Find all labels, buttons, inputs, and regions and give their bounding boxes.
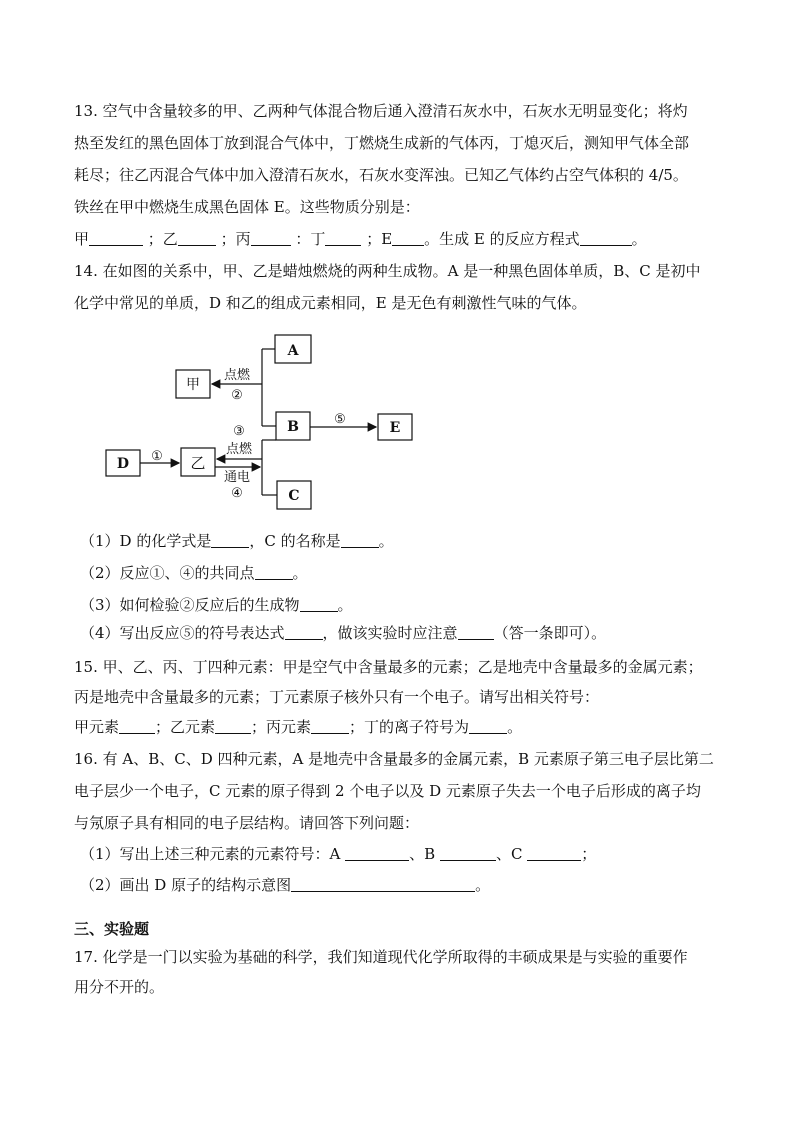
q15-label-bing: ；丙元素: [251, 718, 312, 736]
q14-part-4: [80, 622, 606, 643]
label-yi: 乙: [190, 454, 206, 472]
label-tongdian: 通电: [223, 470, 251, 485]
q16-part-2: [80, 874, 490, 895]
q17-text-line-2: 用分不开的。: [74, 978, 165, 996]
q14-p1-end: 。: [378, 532, 394, 550]
q13-text-line-2: 热至发红的黑色固体丁放到混合气体中，丁燃烧生成新的气体丙，丁熄灭后，测知甲气体全部: [74, 134, 690, 152]
q15-blank-bing[interactable]: [311, 718, 349, 734]
label-r3: ③: [233, 424, 245, 439]
q13-label-bing: ；丙: [220, 230, 251, 248]
q14-text-line-2: 化学中常见的单质，D 和乙的组成元素相同，E 是无色有刺激性气味的气体。: [74, 294, 587, 312]
q14-p4-blank-1[interactable]: [285, 624, 323, 640]
q14-part-2: [80, 562, 308, 583]
q14-part-1: [80, 530, 394, 551]
q14-p4-blank-2[interactable]: [458, 624, 494, 640]
label-E: E: [389, 420, 401, 436]
q14-p1-label: （1）D 的化学式是: [80, 532, 212, 550]
q15-blank-jia[interactable]: [119, 718, 155, 734]
q16-part-1: [80, 843, 596, 864]
q15-label-yi: ；乙元素: [155, 718, 216, 736]
label-dianran-mid: 点燃: [225, 442, 253, 457]
q14-p2-label: （2）反应①、④的共同点: [80, 564, 255, 582]
q16-blank-b[interactable]: [440, 845, 496, 861]
q14-p1-blank-1[interactable]: [211, 532, 249, 548]
q14-p3-blank[interactable]: [300, 596, 338, 612]
q16-blank-c[interactable]: [527, 845, 581, 861]
q13-text-line-1: 13. 空气中含量较多的甲、乙两种气体混合物后通入澄清石灰水中，石灰水无明显变化；将灼: [74, 102, 688, 120]
q13-label-yi: ；乙: [147, 230, 178, 248]
q13-text-line-4: 铁丝在甲中燃烧生成黑色固体 E。这些物质分别是：: [74, 198, 420, 216]
q13-label-ding: ：丁: [295, 230, 326, 248]
label-C: C: [288, 488, 300, 504]
q17-text-line-1: 17. 化学是一门以实验为基础的科学，我们知道现代化学所取得的丰硕成果是与实验的重要作: [74, 948, 688, 966]
q15-text-line-1: 15. 甲、乙、丙、丁四种元素：甲是空气中含量最多的元素；乙是地壳中含量最多的金属元素；: [74, 658, 703, 676]
q14-part-3: [80, 594, 353, 615]
q13-end-period: 。: [631, 230, 647, 248]
label-r1: ①: [151, 449, 163, 464]
q13-label-jia: 甲: [74, 230, 90, 248]
label-jia: 甲: [186, 377, 200, 393]
q14-p1-blank-2[interactable]: [341, 532, 379, 548]
q14-p1-label-2: ，C 的名称是: [249, 532, 341, 550]
q16-text-line-1: 16. 有 A、B、C、D 四种元素，A 是地壳中含量最多的金属元素，B 元素原子第三电子层比第二: [74, 750, 714, 768]
q14-p3-label: （3）如何检验②反应后的生成物: [80, 596, 300, 614]
q14-p4-label-2: ，做该实验时应注意: [322, 624, 458, 642]
q16-p1-end: ；: [581, 845, 597, 863]
q15-end: 。: [507, 718, 523, 736]
q16-p1-label-c: 、C: [495, 845, 523, 863]
label-D: D: [116, 456, 130, 472]
q14-p2-end: 。: [292, 564, 308, 582]
q16-p1-label-a: （1）写出上述三种元素的元素符号：A: [80, 845, 341, 863]
label-r5: ⑤: [334, 412, 346, 427]
label-r4: ④: [231, 486, 243, 501]
label-B: B: [287, 419, 299, 435]
q16-p1-label-b: 、B: [409, 845, 436, 863]
q15-text-line-2: 丙是地壳中含量最多的元素；丁元素原子核外只有一个电子。请写出相关符号：: [74, 688, 600, 706]
q13-text-line-3: 耗尽；往乙丙混合气体中加入澄清石灰水，石灰水变浑浊。已知乙气体约占空气体积的 4/5。: [74, 166, 688, 184]
q13-label-e: ；E: [366, 230, 393, 248]
q14-text-line-1: 14. 在如图的关系中，甲、乙是蜡烛燃烧的两种生成物。A 是一种黑色固体单质，B、C 是初中: [74, 262, 701, 280]
label-A: A: [287, 343, 299, 359]
q14-p4-label: （4）写出反应⑤的符号表达式: [80, 624, 285, 642]
q15-blank-yi[interactable]: [215, 718, 251, 734]
section-title-experiment: 三、实验题: [74, 920, 150, 938]
q14-p3-end: 。: [337, 596, 353, 614]
q15-label-ding: ；丁的离子符号为: [349, 718, 470, 736]
q13-label-equation: 。生成 E 的反应方程式: [424, 230, 580, 248]
q14-p4-end: （答一条即可）。: [493, 624, 607, 642]
label-dianran-top: 点燃: [223, 368, 251, 383]
q16-p2-end: 。: [475, 876, 491, 894]
q15-blank-ding[interactable]: [469, 718, 507, 734]
q16-text-line-3: 与氖原子具有相同的电子层结构。请回答下列问题：: [74, 814, 420, 832]
q15-label-jia: 甲元素: [74, 718, 120, 736]
label-r2: ②: [231, 388, 243, 403]
q16-p2-label: （2）画出 D 原子的结构示意图: [80, 876, 292, 894]
q15-answer-line: [74, 716, 522, 737]
q16-blank-a[interactable]: [345, 845, 409, 861]
q16-blank-diagram[interactable]: [291, 876, 475, 892]
q16-text-line-2: 电子层少一个电子，C 元素的原子得到 2 个电子以及 D 元素原子失去一个电子后形成的离子均: [74, 782, 701, 800]
q14-p2-blank[interactable]: [255, 564, 293, 580]
